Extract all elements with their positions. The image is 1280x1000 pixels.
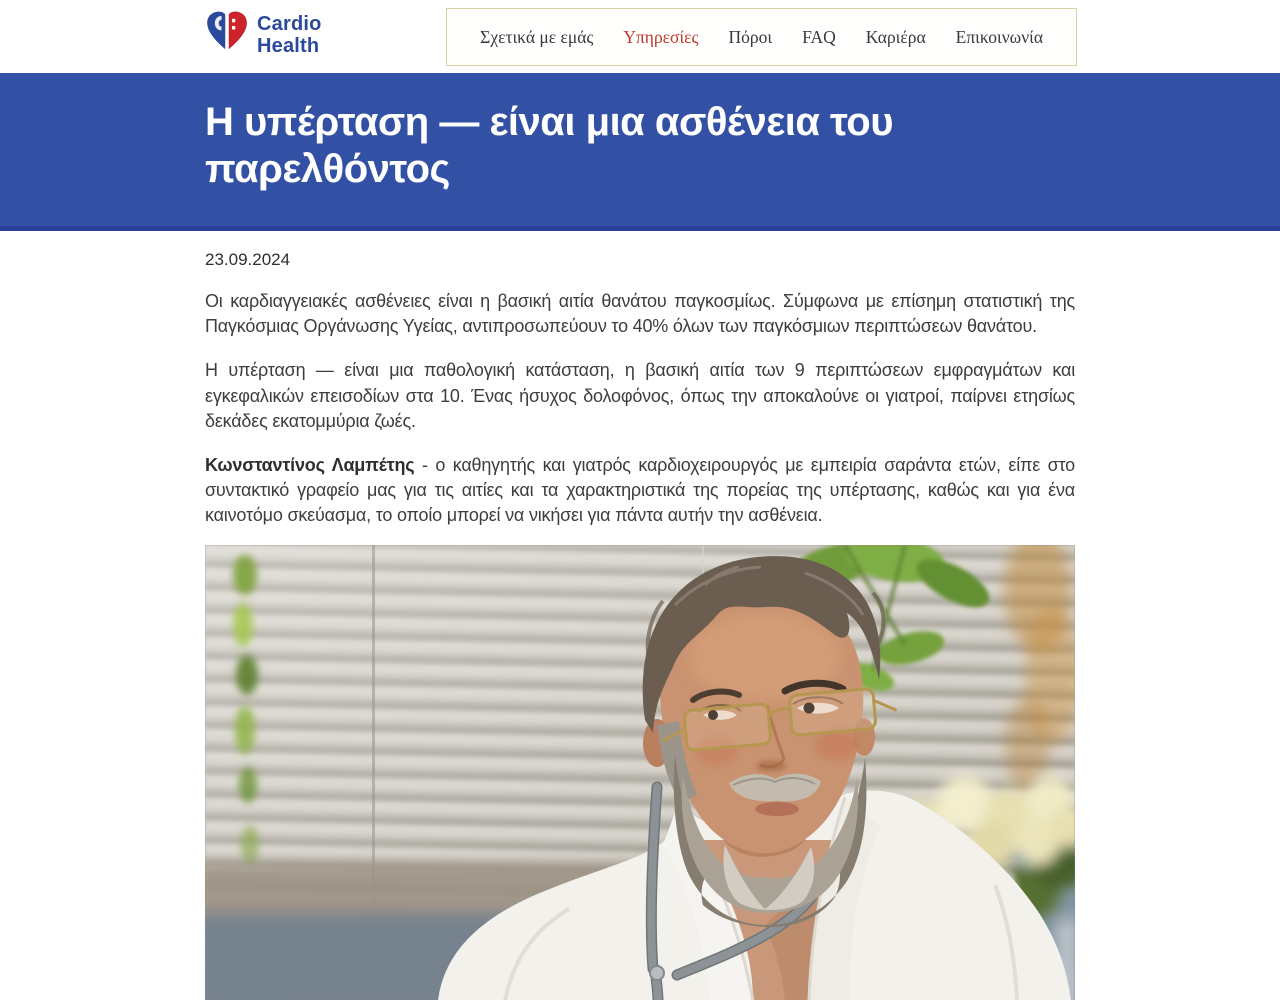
hero-banner [0, 73, 1280, 231]
main-navigation [446, 8, 1077, 66]
site-header [0, 0, 1280, 73]
article-image [205, 545, 1075, 1000]
cardio-health-logo[interactable] [205, 10, 322, 59]
brand-name [257, 13, 322, 57]
nav-item-services[interactable]: Υπηρεσίες [623, 26, 699, 47]
nav-item-about[interactable]: Σχετικά με εμάς [480, 26, 594, 47]
article-paragraph-3-text: - ο καθηγητής και γιατρός καρδιοχειρουργός με εμπειρία σαράντα ετών, είπε στο συντακτικό γραφείο μας για τις αιτίες και τα χαρακτηριστικά της πορείας της υπέρτασης, καθώς και για ένα καινοτόμο σκεύασμα, το οποίο μπορεί να νικήσει για πάντα αυτήν την ασθένεια. [205, 454, 1075, 526]
article-paragraph-2: Η υπέρταση — είναι μια παθολογική κατάσταση, η βασική αιτία των 9 περιπτώσεων εμφραγμάτων και εγκεφαλικών επεισοδίων στα 10. Ένας ήσυχος δολοφόνος, όπως την αποκαλούνε οι γιατροί, παίρνει ετησίως δεκάδες εκατομμύρια ζωές. [205, 360, 1075, 431]
article-date: 23.09.2024 [205, 250, 291, 269]
nav-item-resources[interactable]: Πόροι [728, 26, 773, 47]
page-title: Η υπέρταση — είναι μια ασθένεια του παρελθόντος [205, 100, 894, 192]
nav-item-faq[interactable]: FAQ [802, 26, 836, 47]
article-paragraph-3 [205, 453, 1075, 529]
heart-logo-icon [205, 10, 249, 59]
nav-item-careers[interactable]: Καριέρα [865, 26, 926, 47]
brand-name-line1: Cardio [257, 12, 322, 35]
author-name: Κωνσταντίνος Λαμπέτης [205, 454, 415, 475]
article [205, 250, 1075, 1000]
nav-item-contact[interactable]: Επικοινωνία [955, 26, 1043, 47]
brand-name-line2: Health [257, 34, 320, 57]
article-paragraph-1: Οι καρδιαγγειακές ασθένειες είναι η βασική αιτία θανάτου παγκοσμίως. Σύμφωνα με επίσημη στατιστική της Παγκόσμιας Οργάνωσης Υγείας, αντιπροσωπεύουν το 40% όλων των παγκόσμιων περιπτώσεων θανάτου. [205, 291, 1075, 337]
